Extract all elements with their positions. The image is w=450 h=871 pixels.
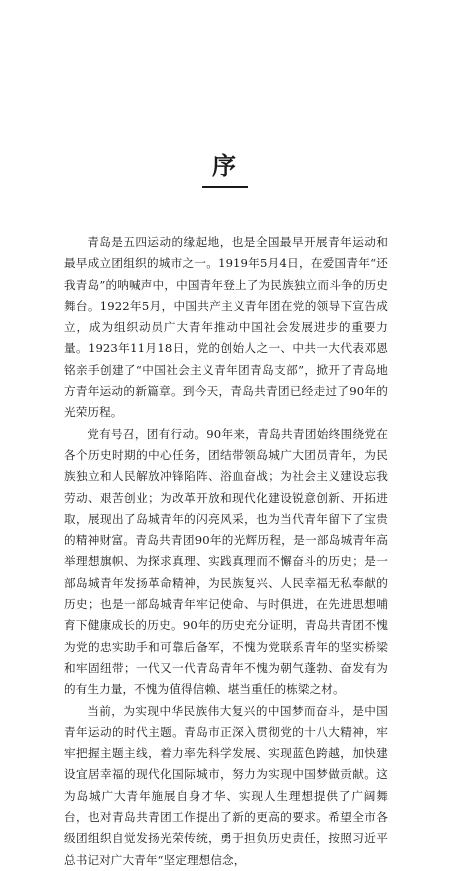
paragraph: 当前，为实现中华民族伟大复兴的中国梦而奋斗，是中国青年运动的时代主题。青岛市正深入贯彻党的十八大精神，牢牢把握主题主线，着力率先科学发展、实现蓝色跨越，加快建设宜居幸福的现代化国际城市，努力为实现中国梦做贡献。这为岛城广大青年施展自身才华、实现人生理想提供了广阔舞台，也对青岛共青团工作提出了新的更高的要求。希望全市各级团组织自觉发扬光荣传统，勇于担负历史责任，按照习近平总书记对广大青年“坚定理想信念，: [64, 703, 388, 867]
body-text: [64, 232, 388, 871]
paragraph: 党有号召，团有行动。90年来，青岛共青团始终围绕党在各个历史时期的中心任务，团结带领岛城广大团员青年，为民族独立和人民解放冲锋陷阵、浴血奋战；为社会主义建设忘我劳动、艰苦创业；为改革开放和现代化建设锐意创新、开拓进取，展现出了岛城青年的闪亮风采，也为当代青年留下了宝贵的精神财富。青岛共青团90年的光辉历程，是一部岛城青年高举理想旗帜、为探求真理、实践真理而不懈奋斗的历史；是一部岛城青年发扬革命精神，为民族复兴、人民幸福无私奉献的历史；也是一部岛城青年牢记使命、与时俱进，在先进思想哺育下健康成长的历史。90年的历史充分证明，青岛共青团不愧为党的忠实助手和可靠后备军，不愧为党联系青年的坚实桥梁和牢固纽带；一代又一代青岛青年不愧为朝气蓬勃、奋发有为的有生力量，不愧为值得信赖、堪当重任的栋梁之材。: [64, 426, 388, 697]
page-title: 序: [202, 150, 248, 188]
title-block: [0, 150, 450, 188]
paragraph: 青岛是五四运动的缘起地，也是全国最早开展青年运动和最早成立团组织的城市之一。1919年5月4日，在爱国青年“还我青岛”的呐喊声中，中国青年登上了为民族独立而斗争的历史舞台。1922年5月，中国共产主义青年团在党的领导下宣告成立，成为组织动员广大青年推动中国社会发展进步的重要力量。1923年11月18日，党的创始人之一、中共一大代表邓恩铭亲手创建了“中国社会主义青年团青岛支部”，掀开了青岛地方青年运动的新篇章。到今天，青岛共青团已经走过了90年的光荣历程。: [64, 235, 388, 420]
